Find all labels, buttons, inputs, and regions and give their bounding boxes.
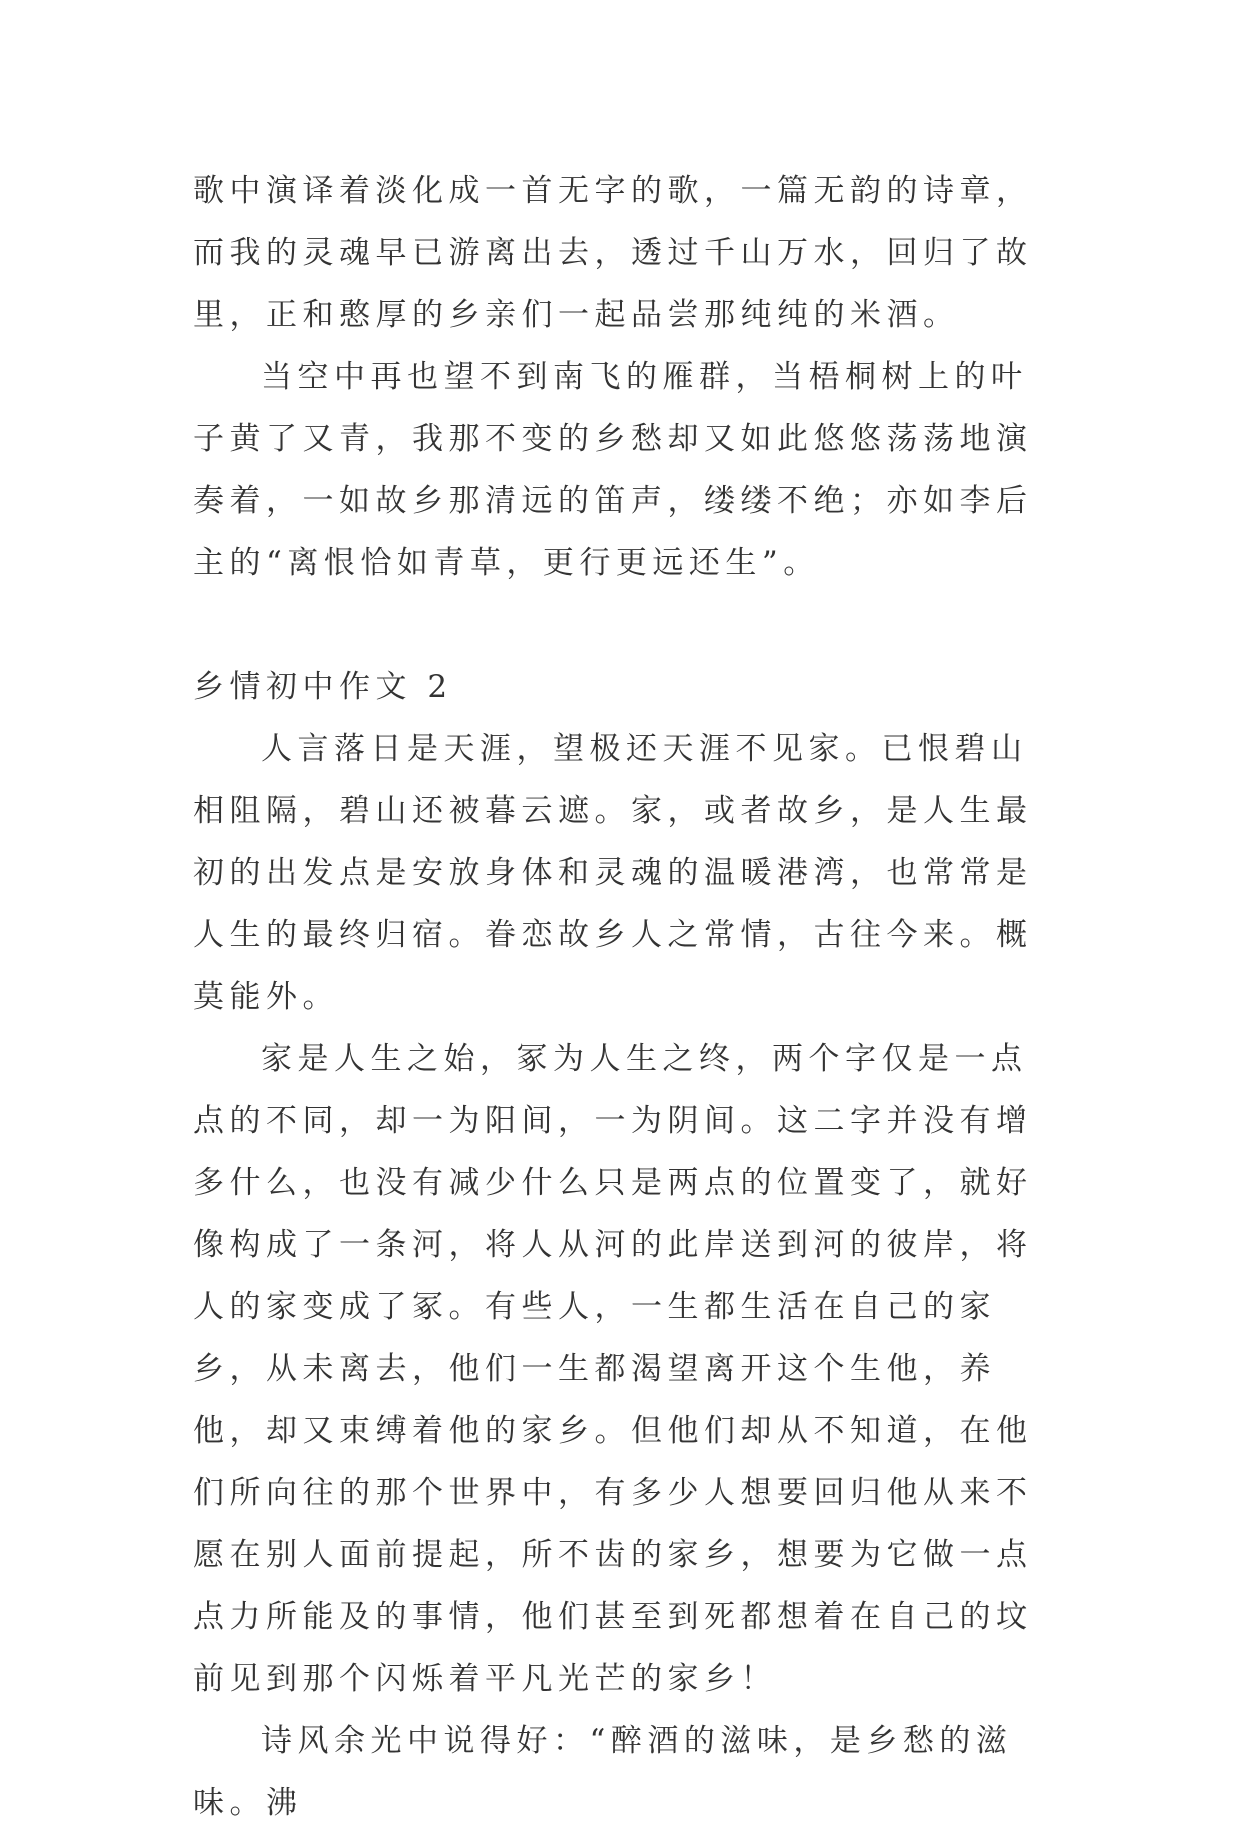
section-spacer xyxy=(193,594,1053,656)
document-body xyxy=(193,160,1053,1834)
paragraph-home-and-grave: 家是人生之始，冢为人生之终，两个字仅是一点点的不同，却一为阳间，一为阴间。这二字并没有增多什么，也没有减少什么只是两点的位置变了，就好像构成了一条河，将人从河的此岸送到河的彼岸，将人的家变成了冢。有些人，一生都生活在自己的家乡，从未离去，他们一生都渴望离开这个生他，养他，却又束缚着他的家乡。但他们却从不知道，在他们所向往的那个世界中，有多少人想要回归他从来不愿在别人面前提起，所不齿的家乡，想要为它做一点点力所能及的事情，他们甚至到死都想着在自己的坟前见到那个闪烁着平凡光芒的家乡！ xyxy=(193,1041,1033,1697)
paragraph-homesickness: 当空中再也望不到南飞的雁群，当梧桐树上的叶子黄了又青，我那不变的乡愁却又如此悠悠荡荡地演奏着，一如故乡那清远的笛声，缕缕不绝；亦如李后主的“离恨恰如青草，更行更远还生”。 xyxy=(193,359,1033,581)
section-title: 乡情初中作文 2 xyxy=(193,669,453,705)
paragraph-sunset-horizon: 人言落日是天涯，望极还天涯不见家。已恨碧山相阻隔，碧山还被暮云遮。家，或者故乡，是人生最初的出发点是安放身体和灵魂的温暖港湾，也常常是人生的最终归宿。眷恋故乡人之常情，古往今来。概莫能外。 xyxy=(193,731,1033,1015)
paragraph-yu-guangzhong-quote: 诗风余光中说得好：“醉酒的滋味，是乡愁的滋味。沸 xyxy=(193,1723,1013,1821)
paragraph-continued: 歌中演译着淡化成一首无字的歌，一篇无韵的诗章，而我的灵魂早已游离出去，透过千山万水，回归了故里，正和憨厚的乡亲们一起品尝那纯纯的米酒。 xyxy=(193,173,1033,333)
